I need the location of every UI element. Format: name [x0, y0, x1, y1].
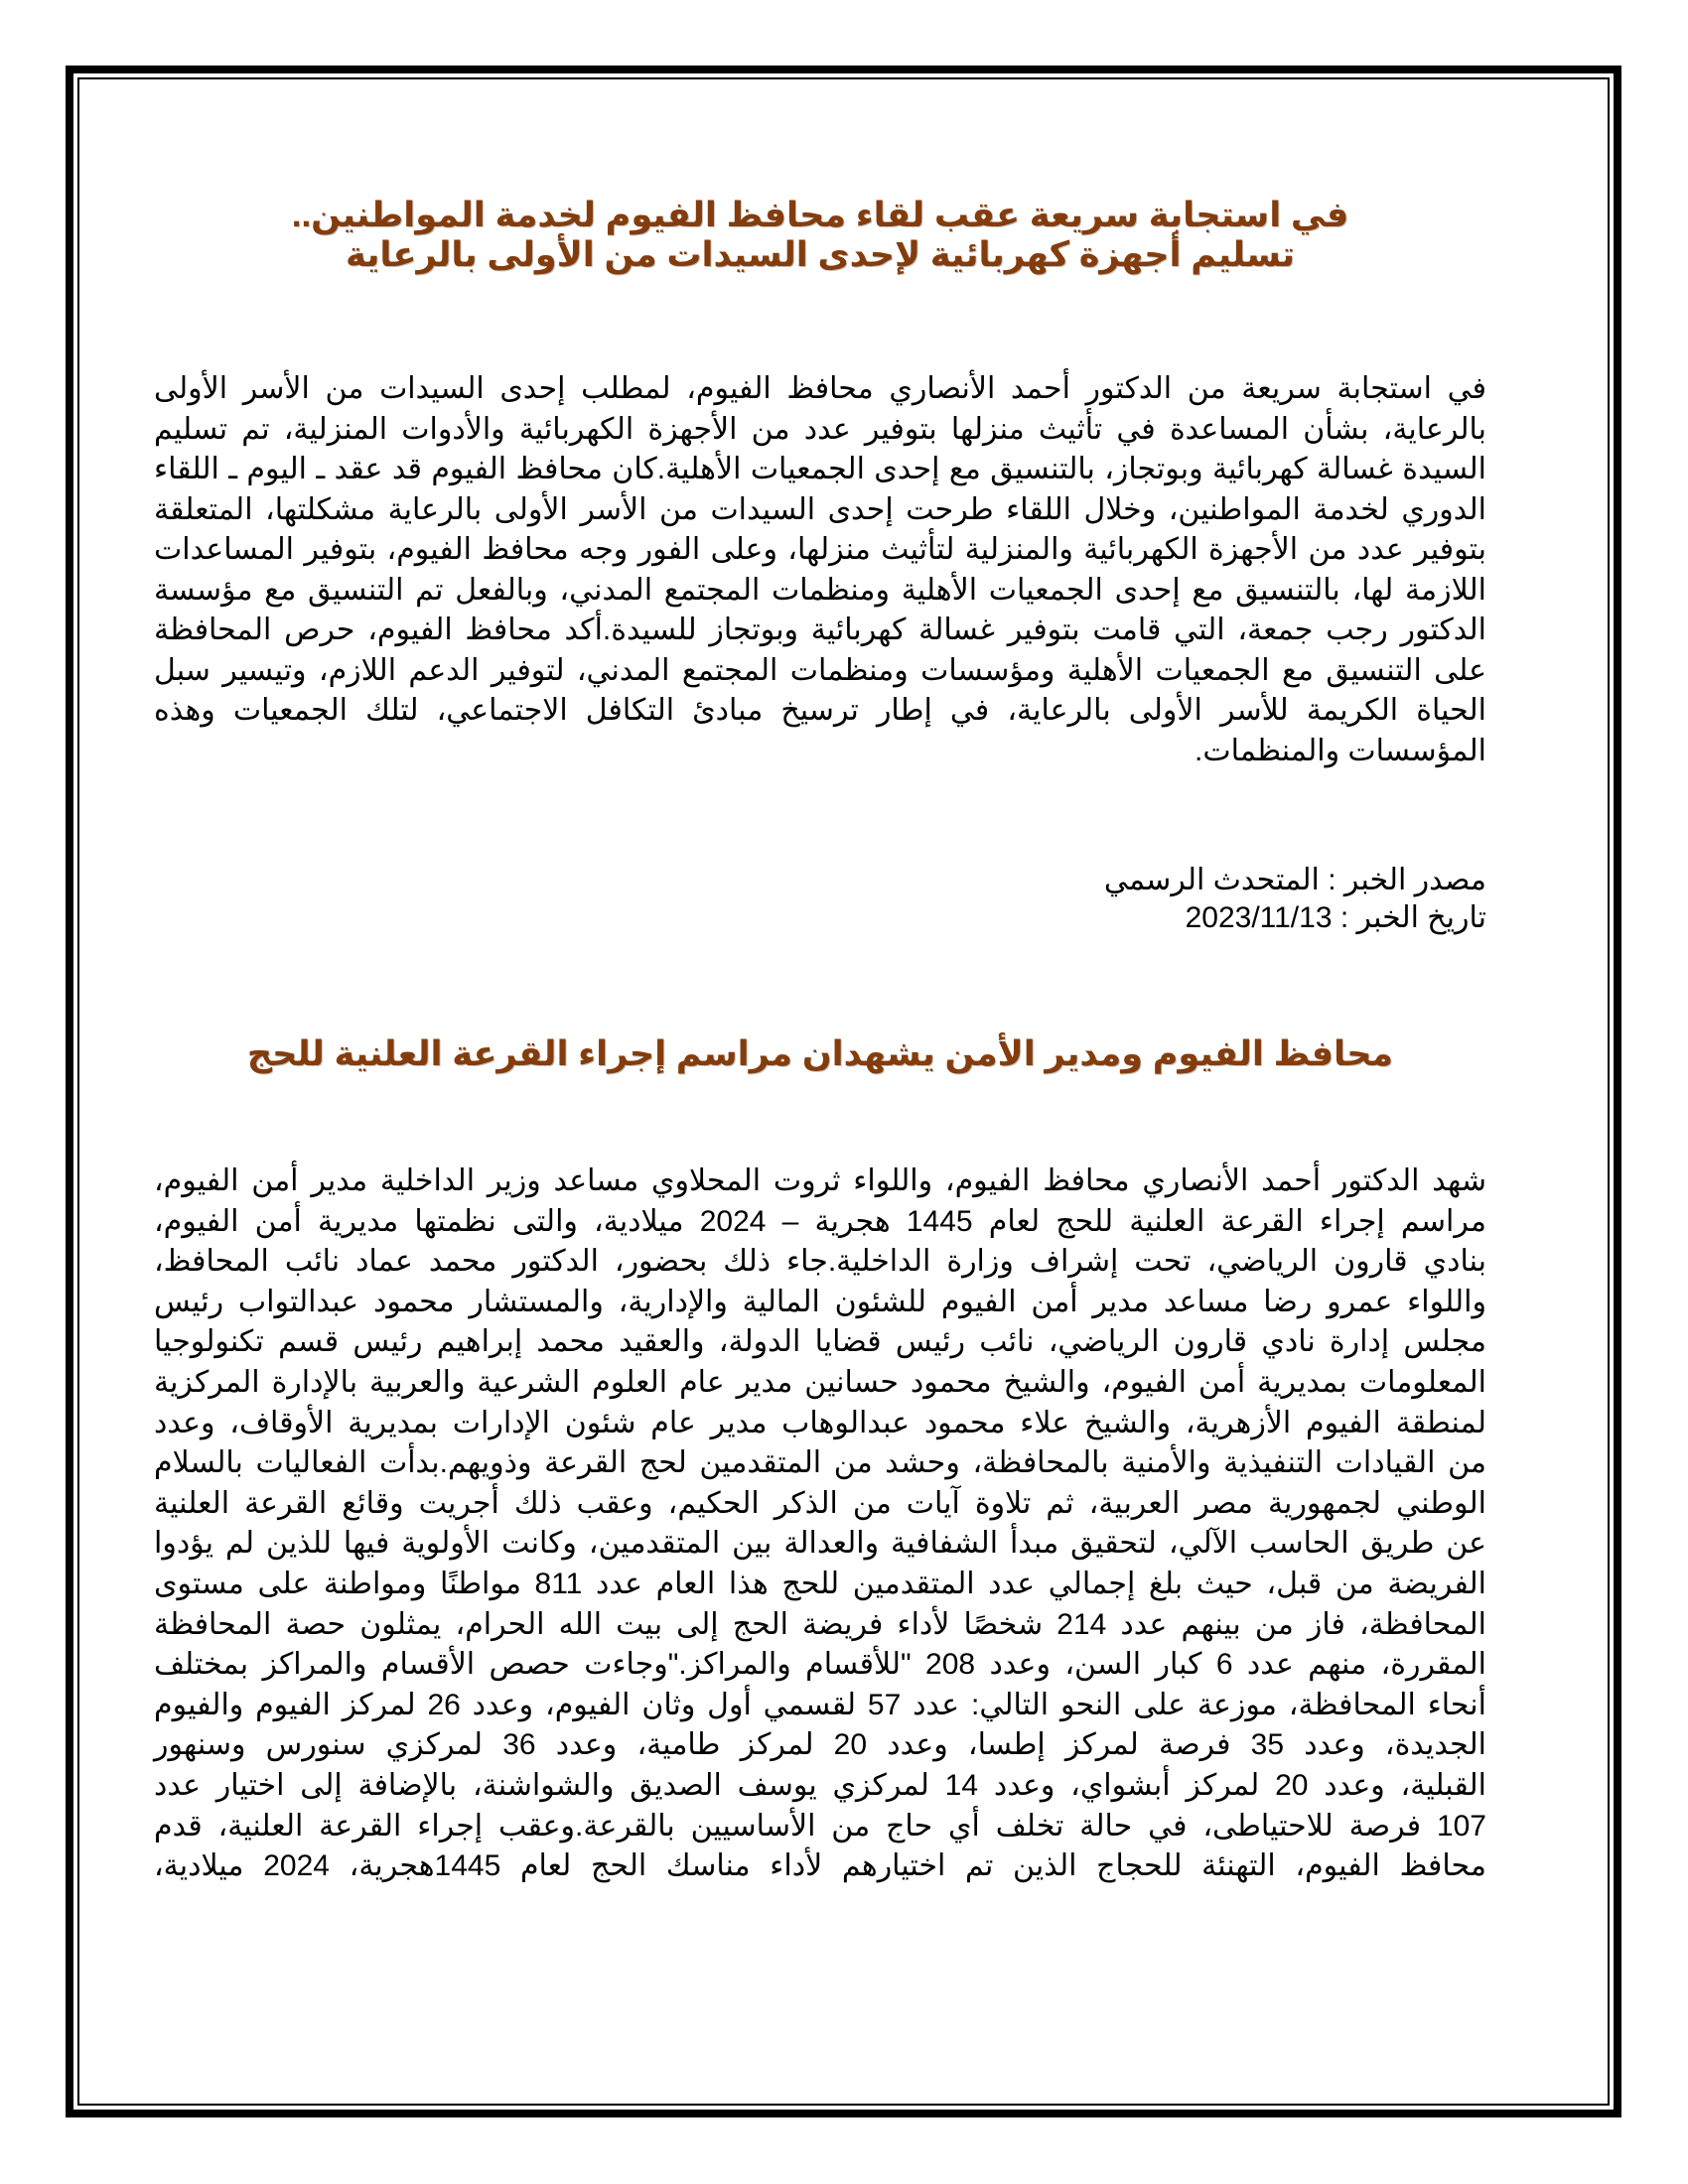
article2-body-line: أنحاء المحافظة، موزعة على النحو التالي: عدد 57 لقسمي أول وثان الفيوم، وعدد 26 لمركز الفيوم والفيوم	[154, 1688, 1486, 1721]
article2-body-line: مراسم إجراء القرعة العلنية للحج لعام 1445 هجرية – 2024 ميلادية، والتى نظمتها مديرية أمن الفيوم،	[154, 1204, 1486, 1238]
article2-body-line: الفريضة من قبل، حيث بلغ إجمالي عدد المتقدمين للحج هذا العام عدد 811 مواطنًا ومواطنة على مستوى	[154, 1567, 1486, 1600]
article2-body-line: عن طريق الحاسب الآلي، لتحقيق مبدأ الشفافية والعدالة بين المتقدمين، وكانت الأولوية فيها للذين لم يؤدوا	[154, 1527, 1486, 1561]
article2-body-line: الوطني لجمهورية مصر العربية، ثم تلاوة آيات من الذكر الحكيم، وعقب ذلك أجريت وقائع القرعة العلنية	[154, 1486, 1486, 1520]
article1-body-line: بالرعاية، بشأن المساعدة في تأثيث منزلها بتوفير عدد من الأجهزة الكهربائية والأدوات المنزلية، تم تسليم	[154, 412, 1486, 446]
article2-body-line: محافظ الفيوم، التهنئة للحجاج الذين تم اختيارهم لأداء مناسك الحج لعام 1445هجرية، 2024 ميلادية،	[154, 1849, 1486, 1883]
article1-title	[154, 196, 1486, 275]
article1-body-line: الدوري لخدمة المواطنين، وخلال اللقاء طرحت إحدى السيدات من الأسر الأولى بالرعاية مشكلتها، المتعلقة	[154, 492, 1486, 526]
article2-body-line: المقررة، منهم عدد 6 كبار السن، وعدد 208 "للأقسام والمراكز."وجاءت حصص الأقسام والمراكز بمختلف	[154, 1648, 1486, 1682]
article2-body-line: من القيادات التنفيذية والأمنية بالمحافظة، وحشد من المتقدمين لحج القرعة وذويهم.بدأت الفعاليات بالسلام	[154, 1446, 1486, 1480]
article1-body-line: بتوفير عدد من الأجهزة الكهربائية والمنزلية لتأثيث منزلها، وعلى الفور وجه محافظ الفيوم، بتوفير المساعدات	[154, 533, 1486, 566]
article1-meta	[154, 862, 1486, 937]
news-source: مصدر الخبر : المتحدث الرسمي	[1103, 864, 1486, 896]
article2-body	[154, 1161, 1486, 1887]
article2-body-line: شهد الدكتور أحمد الأنصاري محافظ الفيوم، واللواء ثروت المحلاوي مساعد وزير الداخلية مدير أمن الفيوم،	[154, 1164, 1486, 1197]
article2-body-line: 107 فرصة للاحتياطى، في حالة تخلف أي حاج من الأساسيين بالقرعة.وعقب إجراء القرعة العلنية، قدم	[154, 1809, 1486, 1843]
article1-body-line: المؤسسات والمنظمات.	[1195, 734, 1486, 767]
article2-body-line: مجلس إدارة نادي قارون الرياضي، نائب رئيس قضايا الدولة، والعقيد محمد إبراهيم رئيس قسم تكنولوجيا	[154, 1325, 1486, 1359]
article1-title-line: تسليم أجهزة كهربائية لإحدى السيدات من الأولى بالرعاية	[346, 235, 1295, 274]
article1-body	[154, 369, 1486, 771]
article2-body-line: القبلية، وعدد 20 لمركز أبشواي، وعدد 14 لمركزي يوسف الصديق والشواشنة، بالإضافة إلى اختيار عدد	[154, 1768, 1487, 1802]
article1-body-line: الدكتور رجب جمعة، التي قامت بتوفير غسالة كهربائية وبوتجاز للسيدة.أكد محافظ الفيوم، حرص المحافظة	[154, 614, 1486, 646]
article1-body-line: على التنسيق مع الجمعيات الأهلية ومؤسسات ومنظمات المجتمع المدني، لتوفير الدعم اللازم، وتيسير سبل	[154, 653, 1486, 687]
article2-title	[154, 1034, 1486, 1074]
article2-body-line: بنادي قارون الرياضي، تحت إشراف وزارة الداخلية.جاء ذلك بحضور، الدكتور محمد عماد نائب المحافظ،	[154, 1245, 1486, 1279]
article2-body-line: المحافظة، فاز من بينهم عدد 214 شخصًا لأداء فريضة الحج إلى بيت الله الحرام، يمثلون حصة المحافظة	[154, 1607, 1486, 1641]
article2-body-line: لمنطقة الفيوم الأزهرية، والشيخ علاء محمود عبدالوهاب مدير عام شئون الإدارات بمديرية الأوقاف، وعدد	[154, 1406, 1486, 1439]
article2-body-line: المعلومات بمديرية أمن الفيوم، والشيخ محمود حسانين مدير عام العلوم الشرعية والعربية بالإدارة المركزية	[154, 1365, 1486, 1399]
article2-body-line: الجديدة، وعدد 35 فرصة لمركز إطسا، وعدد 20 لمركز طامية، وعدد 36 لمركزي سنورس وسنهور	[154, 1728, 1486, 1762]
news-date: تاريخ الخبر : 2023/11/13	[1185, 901, 1486, 934]
article1-body-line: في استجابة سريعة من الدكتور أحمد الأنصاري محافظ الفيوم، لمطلب إحدى السيدات من الأسر الأولى	[154, 372, 1486, 405]
article1-body-line: اللازمة لها، بالتنسيق مع إحدى الجمعيات الأهلية ومنظمات المجتمع المدني، وبالفعل تم التنسيق مع مؤسسة	[154, 573, 1486, 607]
article1-body-line: الحياة الكريمة للأسر الأولى بالرعاية، في إطار ترسيخ مبادئ التكافل الاجتماعي، لتلك الجمعيات وهذه	[154, 694, 1486, 727]
article2-title-line: محافظ الفيوم ومدير الأمن يشهدان مراسم إجراء القرعة العلنية للحج	[246, 1034, 1394, 1073]
article1-body-line: السيدة غسالة كهربائية وبوتجاز، بالتنسيق مع إحدى الجمعيات الأهلية.كان محافظ الفيوم قد عقد ـ اليوم ـ اللقاء	[154, 453, 1486, 485]
article1-title-line: في استجابة سريعة عقب لقاء محافظ الفيوم لخدمة المواطنين..	[291, 196, 1349, 234]
article2-body-line: واللواء عمرو رضا مساعد مدير أمن الفيوم للشئون المالية والإدارية، والمستشار محمود عبدالتواب رئيس	[154, 1285, 1486, 1318]
